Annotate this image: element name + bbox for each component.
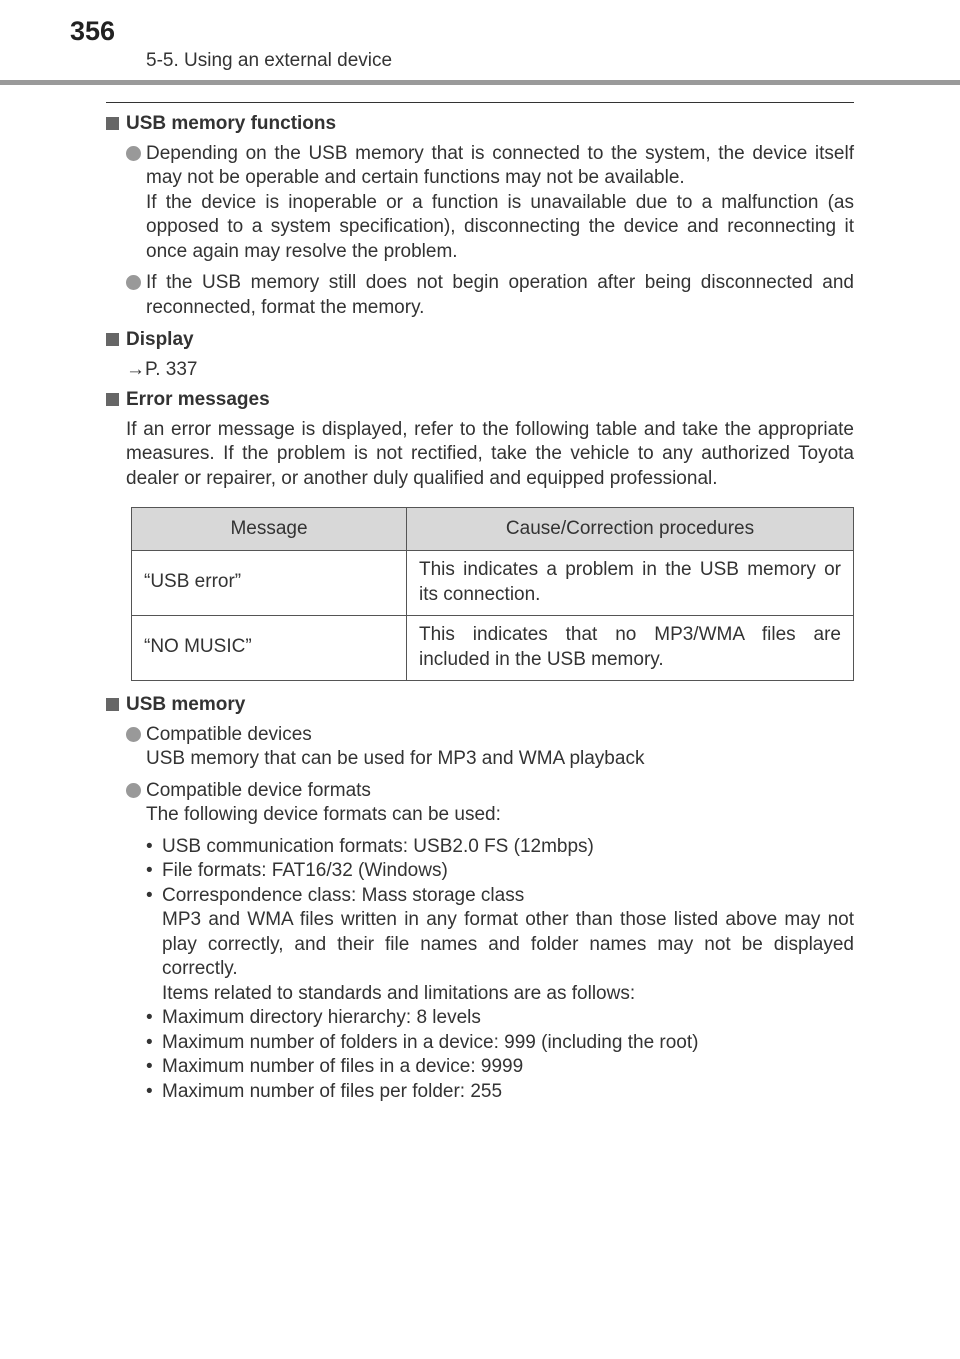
list-mark: • [146,1056,153,1077]
square-bullet-icon [106,333,119,346]
table-cell-cause: This indicates that no MP3/WMA files are included in the USB memory. [407,616,854,681]
format-list [106,835,854,1105]
table-cell-cause: This indicates a problem in the USB memory or its connection. [407,551,854,616]
list-item: • Correspondence class: Mass storage class [146,884,854,909]
paragraph: If an error message is displayed, refer to the following table and take the appropriate measures. If the problem is not rectified, take the vehicle to any authorized Toyota dealer or repairer, or another duly qualified and equipped professional. [126,418,854,489]
paragraph: MP3 and WMA files written in any format other than those listed above may not play correctly, and their file names and folder names may not be displayed correctly. [162,909,854,979]
page-reference-link[interactable]: →P. 337 [126,358,198,380]
error-table [131,507,854,681]
square-bullet-icon [106,393,119,406]
bullet-title: Compatible devices [146,723,312,745]
list-item: • Maximum number of files per folder: 255 [146,1080,854,1105]
column-header-message: Message [132,508,407,551]
paragraph: If the device is inoperable or a function is unavailable due to a malfunction (as opposed to a system specification), disconnecting the device and reconnecting it once again may resolve the problem. [146,191,854,262]
square-bullet-icon [106,117,119,130]
bullet-item [106,142,854,265]
header-rule [0,80,960,85]
paragraph: Depending on the USB memory that is connected to the system, the device itself may not be operable and certain functions may not be available. [146,142,854,188]
column-header-cause: Cause/Correction procedures [407,508,854,551]
circle-bullet-icon [126,783,141,798]
list-mark: • [146,860,153,881]
page-content [106,112,854,1104]
square-bullet-icon [106,698,119,711]
paragraph: The following device formats can be used: [146,804,501,825]
table-row [132,616,854,681]
list-item: • File formats: FAT16/32 (Windows) [146,859,854,884]
page-number: 356 [70,16,116,46]
table-cell-message: “NO MUSIC” [132,616,407,681]
bullet-item [106,779,854,828]
section-heading-errors: Error messages [106,388,854,413]
paragraph: USB memory that can be used for MP3 and WMA playback [146,748,645,769]
table-row [132,551,854,616]
section-heading-memory: USB memory [106,693,854,718]
list-mark: • [146,1080,153,1102]
list-mark: • [146,884,153,906]
chapter-title: 5-5. Using an external device [146,50,393,71]
table-header-row [132,508,854,551]
section-heading-functions: USB memory functions [106,112,854,137]
list-item: • Maximum directory hierarchy: 8 levels [146,1006,854,1031]
list-mark: • [146,1031,153,1053]
paragraph: If the USB memory still does not begin operation after being disconnected and reconnected, format the memory. [146,272,854,318]
circle-bullet-icon [126,275,141,290]
bullet-item [106,723,854,772]
bullet-title: Compatible device formats [146,779,371,801]
table-cell-message: “USB error” [132,551,407,616]
list-item: • Maximum number of folders in a device: 999 (including the root) [146,1031,854,1056]
list-mark: • [146,1007,153,1028]
list-item: • USB communication formats: USB2.0 FS (12mbps) [146,835,854,860]
bullet-item [106,271,854,320]
section-heading-display: Display [106,328,854,353]
page-header [0,0,960,86]
section-divider [106,102,854,103]
paragraph: Items related to standards and limitations are as follows: [162,982,636,1004]
circle-bullet-icon [126,727,141,742]
list-item: • Maximum number of files in a device: 9999 [146,1055,854,1080]
circle-bullet-icon [126,146,141,161]
list-mark: • [146,835,153,857]
